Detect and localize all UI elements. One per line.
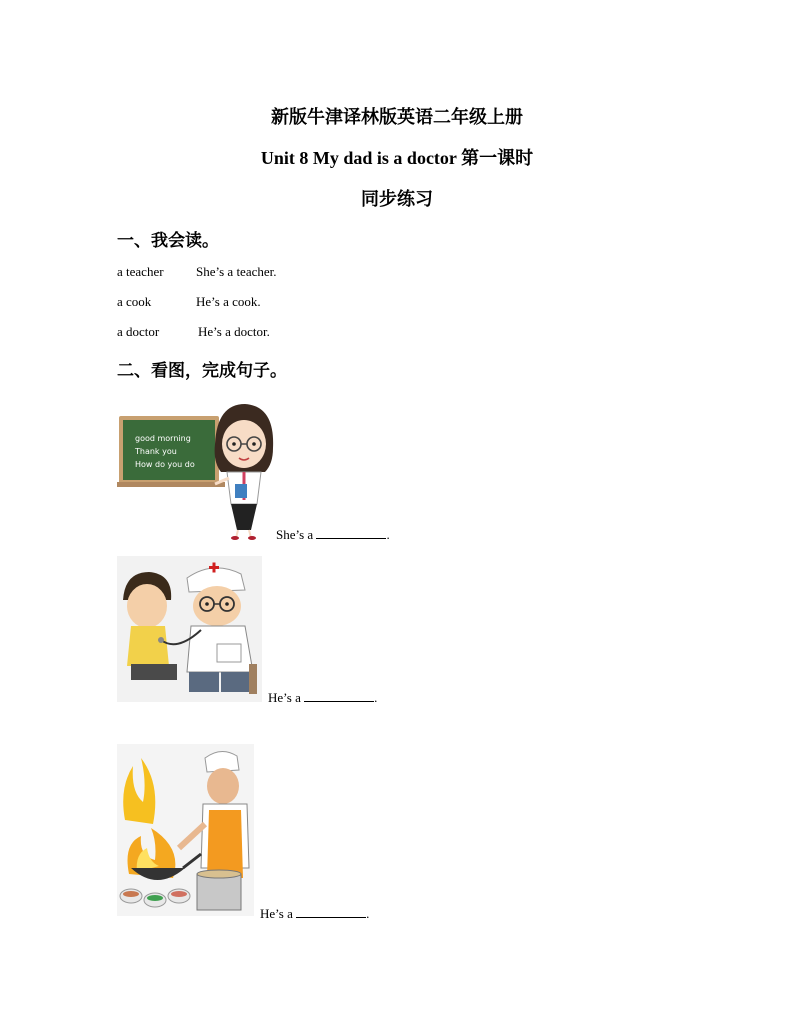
vocab-sentence: He’s a doctor. (198, 324, 270, 339)
board-line: good morning (135, 434, 191, 443)
vocab-word: a doctor (117, 324, 160, 339)
page-subtitle-2: 同步练习 (361, 189, 433, 209)
exercise-suffix: . (386, 527, 390, 542)
exercise-suffix: . (374, 690, 378, 705)
exercise-sentence (260, 905, 369, 922)
exercise-sentence (276, 526, 390, 543)
doctor-picture (117, 556, 262, 702)
vocab-row (117, 324, 417, 342)
vocab-row (117, 294, 417, 312)
cook-picture (117, 744, 254, 916)
vocab-sentence: She’s a teacher. (196, 264, 277, 279)
answer-blank[interactable] (296, 905, 366, 918)
exercise-suffix: . (366, 906, 370, 921)
board-line: How do you do (135, 460, 195, 469)
vocab-sentence: He’s a cook. (196, 294, 261, 309)
section-2-heading: 二、看图，完成句子。 (117, 361, 287, 380)
page-subtitle: Unit 8 My dad is a doctor 第一课时 (260, 148, 534, 168)
exercise-prefix: He’s a (268, 690, 301, 705)
exercise-prefix: She’s a (276, 527, 314, 542)
answer-blank[interactable] (316, 526, 386, 539)
exercise-prefix: He’s a (260, 906, 293, 921)
vocab-row (117, 264, 417, 282)
page-title: 新版牛津译林版英语二年级上册 (271, 107, 523, 127)
board-line: Thank you (135, 447, 177, 456)
vocab-word: a cook (117, 294, 152, 309)
teacher-picture (117, 400, 277, 540)
answer-blank[interactable] (304, 689, 374, 702)
exercise-sentence (268, 689, 377, 706)
section-1-heading: 一、我会读。 (117, 231, 219, 250)
vocab-word: a teacher (117, 264, 164, 279)
